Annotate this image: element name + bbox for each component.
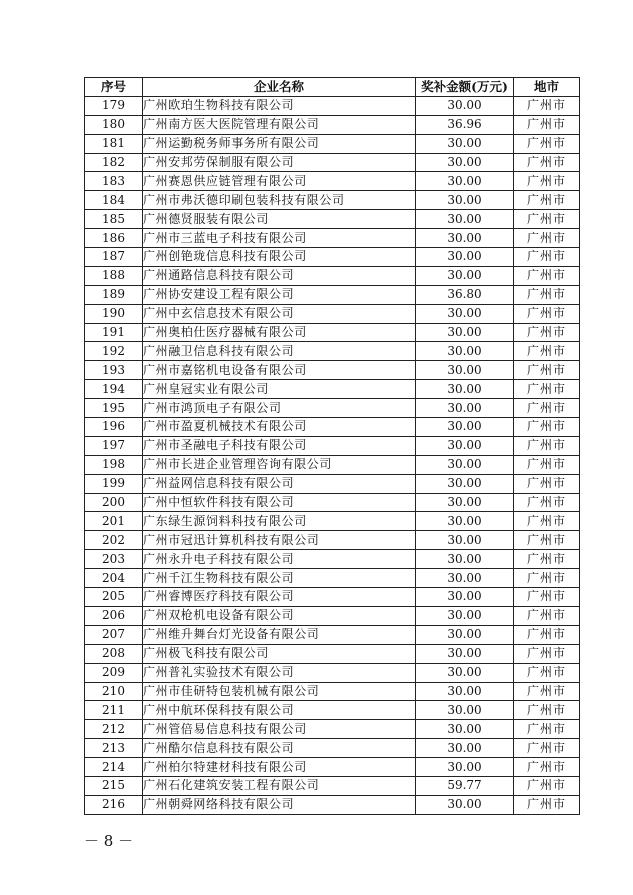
row-number: 186	[85, 229, 143, 248]
city-name: 广州市	[514, 96, 580, 115]
table-header-row	[85, 78, 580, 97]
table-row	[85, 304, 580, 323]
table-row	[85, 266, 580, 285]
row-number: 206	[85, 606, 143, 625]
subsidy-amount: 30.00	[416, 795, 514, 814]
company-name: 广州柏尔特建材科技有限公司	[143, 758, 416, 777]
subsidy-amount: 36.80	[416, 285, 514, 304]
company-name: 广州融卫信息科技有限公司	[143, 342, 416, 361]
company-name: 广州石化建筑安装工程有限公司	[143, 776, 416, 795]
row-number: 215	[85, 776, 143, 795]
subsidy-amount: 30.00	[416, 96, 514, 115]
table-row	[85, 550, 580, 569]
company-name: 广州市佳研特包装机械有限公司	[143, 682, 416, 701]
subsidy-amount: 30.00	[416, 531, 514, 550]
table-row	[85, 342, 580, 361]
company-name: 广州运勤税务师事务所有限公司	[143, 134, 416, 153]
table-row	[85, 606, 580, 625]
company-name: 广州极飞科技有限公司	[143, 644, 416, 663]
city-name: 广州市	[514, 134, 580, 153]
company-name: 广州通路信息科技有限公司	[143, 266, 416, 285]
table-row	[85, 229, 580, 248]
row-number: 191	[85, 323, 143, 342]
company-name: 广州协安建设工程有限公司	[143, 285, 416, 304]
city-name: 广州市	[514, 569, 580, 588]
city-name: 广州市	[514, 248, 580, 267]
city-name: 广州市	[514, 191, 580, 210]
city-name: 广州市	[514, 153, 580, 172]
table-row	[85, 758, 580, 777]
company-name: 广州管倍易信息科技有限公司	[143, 720, 416, 739]
row-number: 195	[85, 399, 143, 418]
table-row	[85, 380, 580, 399]
company-name: 广州创铯珑信息科技有限公司	[143, 248, 416, 267]
row-number: 201	[85, 512, 143, 531]
subsidy-amount: 59.77	[416, 776, 514, 795]
subsidy-amount: 30.00	[416, 172, 514, 191]
city-name: 广州市	[514, 361, 580, 380]
company-name: 广州市盈夏机械技术有限公司	[143, 418, 416, 437]
city-name: 广州市	[514, 550, 580, 569]
city-name: 广州市	[514, 758, 580, 777]
row-number: 193	[85, 361, 143, 380]
company-name: 广州永升电子科技有限公司	[143, 550, 416, 569]
table-row	[85, 493, 580, 512]
company-name: 广州中恒软件科技有限公司	[143, 493, 416, 512]
row-number: 211	[85, 701, 143, 720]
company-name: 广州维升舞台灯光设备有限公司	[143, 625, 416, 644]
subsidy-amount: 30.00	[416, 191, 514, 210]
company-name: 广州南方医大医院管理有限公司	[143, 115, 416, 134]
city-name: 广州市	[514, 474, 580, 493]
city-name: 广州市	[514, 739, 580, 758]
table-row	[85, 418, 580, 437]
table-row	[85, 625, 580, 644]
city-name: 广州市	[514, 380, 580, 399]
table-row	[85, 512, 580, 531]
table-row	[85, 663, 580, 682]
company-name: 广州安邦劳保制服有限公司	[143, 153, 416, 172]
subsidy-amount: 30.00	[416, 701, 514, 720]
row-number: 216	[85, 795, 143, 814]
subsidy-amount: 30.00	[416, 153, 514, 172]
row-number: 207	[85, 625, 143, 644]
subsidy-amount: 30.00	[416, 758, 514, 777]
subsidy-amount: 30.00	[416, 493, 514, 512]
company-name: 广州市长进企业管理咨询有限公司	[143, 455, 416, 474]
subsidy-amount: 30.00	[416, 418, 514, 437]
city-name: 广州市	[514, 172, 580, 191]
page-number: － 8 －	[84, 832, 134, 850]
company-name: 广州普礼实验技术有限公司	[143, 663, 416, 682]
city-name: 广州市	[514, 323, 580, 342]
table-row	[85, 134, 580, 153]
company-name: 广州皇冠实业有限公司	[143, 380, 416, 399]
subsidy-amount: 30.00	[416, 304, 514, 323]
table-row	[85, 361, 580, 380]
company-name: 广州双枪机电设备有限公司	[143, 606, 416, 625]
subsidy-amount: 30.00	[416, 361, 514, 380]
row-number: 209	[85, 663, 143, 682]
row-number: 214	[85, 758, 143, 777]
company-name: 广东绿生源饲料科技有限公司	[143, 512, 416, 531]
table-row	[85, 172, 580, 191]
table-row	[85, 153, 580, 172]
subsidy-amount: 30.00	[416, 266, 514, 285]
table-row	[85, 248, 580, 267]
company-name: 广州市冠迅计算机科技有限公司	[143, 531, 416, 550]
row-number: 192	[85, 342, 143, 361]
row-number: 208	[85, 644, 143, 663]
city-name: 广州市	[514, 455, 580, 474]
company-name: 广州市三蓝电子科技有限公司	[143, 229, 416, 248]
table-row	[85, 776, 580, 795]
subsidy-amount: 36.96	[416, 115, 514, 134]
subsidy-amount: 30.00	[416, 455, 514, 474]
city-name: 广州市	[514, 493, 580, 512]
company-name: 广州德贤服装有限公司	[143, 210, 416, 229]
company-name: 广州市弗沃德印刷包装科技有限公司	[143, 191, 416, 210]
subsidy-amount: 30.00	[416, 720, 514, 739]
city-name: 广州市	[514, 285, 580, 304]
city-name: 广州市	[514, 266, 580, 285]
company-name: 广州市鸿顶电子有限公司	[143, 399, 416, 418]
subsidy-amount: 30.00	[416, 134, 514, 153]
row-number: 182	[85, 153, 143, 172]
header-city: 地市	[514, 78, 580, 97]
subsidy-amount: 30.00	[416, 229, 514, 248]
city-name: 广州市	[514, 399, 580, 418]
city-name: 广州市	[514, 229, 580, 248]
city-name: 广州市	[514, 776, 580, 795]
company-name: 广州益网信息科技有限公司	[143, 474, 416, 493]
table-row	[85, 701, 580, 720]
row-number: 189	[85, 285, 143, 304]
header-no: 序号	[85, 78, 143, 97]
row-number: 179	[85, 96, 143, 115]
company-name: 广州欧珀生物科技有限公司	[143, 96, 416, 115]
subsidy-amount: 30.00	[416, 248, 514, 267]
row-number: 194	[85, 380, 143, 399]
city-name: 广州市	[514, 606, 580, 625]
company-name: 广州千江生物科技有限公司	[143, 569, 416, 588]
row-number: 212	[85, 720, 143, 739]
city-name: 广州市	[514, 720, 580, 739]
city-name: 广州市	[514, 625, 580, 644]
row-number: 200	[85, 493, 143, 512]
city-name: 广州市	[514, 682, 580, 701]
subsidy-amount: 30.00	[416, 606, 514, 625]
company-name: 广州酷尔信息科技有限公司	[143, 739, 416, 758]
row-number: 183	[85, 172, 143, 191]
company-name: 广州中玄信息技术有限公司	[143, 304, 416, 323]
table-row	[85, 436, 580, 455]
row-number: 196	[85, 418, 143, 437]
table-row	[85, 644, 580, 663]
row-number: 199	[85, 474, 143, 493]
subsidy-amount: 30.00	[416, 399, 514, 418]
table-row	[85, 531, 580, 550]
city-name: 广州市	[514, 644, 580, 663]
table-row	[85, 739, 580, 758]
city-name: 广州市	[514, 795, 580, 814]
row-number: 202	[85, 531, 143, 550]
company-name: 广州市圣融电子科技有限公司	[143, 436, 416, 455]
city-name: 广州市	[514, 588, 580, 607]
subsidy-amount: 30.00	[416, 625, 514, 644]
row-number: 204	[85, 569, 143, 588]
city-name: 广州市	[514, 663, 580, 682]
subsidy-amount: 30.00	[416, 323, 514, 342]
row-number: 203	[85, 550, 143, 569]
table-row	[85, 115, 580, 134]
subsidy-amount: 30.00	[416, 588, 514, 607]
city-name: 广州市	[514, 531, 580, 550]
subsidy-amount: 30.00	[416, 436, 514, 455]
subsidy-amount: 30.00	[416, 342, 514, 361]
subsidy-amount: 30.00	[416, 663, 514, 682]
company-name: 广州奥柏仕医疗器械有限公司	[143, 323, 416, 342]
table-row	[85, 795, 580, 814]
subsidy-amount: 30.00	[416, 550, 514, 569]
subsidy-amount: 30.00	[416, 380, 514, 399]
subsidy-amount: 30.00	[416, 474, 514, 493]
table-row	[85, 323, 580, 342]
header-amount: 奖补金额(万元)	[416, 78, 514, 97]
subsidy-amount: 30.00	[416, 512, 514, 531]
city-name: 广州市	[514, 701, 580, 720]
table-row	[85, 455, 580, 474]
table-row	[85, 720, 580, 739]
company-name: 广州市嘉铭机电设备有限公司	[143, 361, 416, 380]
table-row	[85, 399, 580, 418]
row-number: 181	[85, 134, 143, 153]
table-row	[85, 474, 580, 493]
city-name: 广州市	[514, 304, 580, 323]
city-name: 广州市	[514, 418, 580, 437]
row-number: 187	[85, 248, 143, 267]
table-body	[85, 96, 580, 814]
table-row	[85, 285, 580, 304]
row-number: 205	[85, 588, 143, 607]
row-number: 213	[85, 739, 143, 758]
row-number: 190	[85, 304, 143, 323]
subsidy-amount: 30.00	[416, 569, 514, 588]
subsidy-amount: 30.00	[416, 644, 514, 663]
city-name: 广州市	[514, 342, 580, 361]
subsidy-amount: 30.00	[416, 739, 514, 758]
company-name: 广州睿博医疗科技有限公司	[143, 588, 416, 607]
company-name: 广州赛恩供应链管理有限公司	[143, 172, 416, 191]
row-number: 180	[85, 115, 143, 134]
subsidy-table	[84, 77, 580, 815]
row-number: 188	[85, 266, 143, 285]
table-row	[85, 96, 580, 115]
subsidy-amount: 30.00	[416, 210, 514, 229]
table-row	[85, 682, 580, 701]
table-row	[85, 210, 580, 229]
row-number: 198	[85, 455, 143, 474]
row-number: 185	[85, 210, 143, 229]
city-name: 广州市	[514, 512, 580, 531]
city-name: 广州市	[514, 210, 580, 229]
row-number: 210	[85, 682, 143, 701]
table-row	[85, 588, 580, 607]
header-name: 企业名称	[143, 78, 416, 97]
city-name: 广州市	[514, 436, 580, 455]
row-number: 184	[85, 191, 143, 210]
subsidy-amount: 30.00	[416, 682, 514, 701]
table-row	[85, 191, 580, 210]
row-number: 197	[85, 436, 143, 455]
table-row	[85, 569, 580, 588]
company-name: 广州朝舜网络科技有限公司	[143, 795, 416, 814]
company-name: 广州中航环保科技有限公司	[143, 701, 416, 720]
city-name: 广州市	[514, 115, 580, 134]
